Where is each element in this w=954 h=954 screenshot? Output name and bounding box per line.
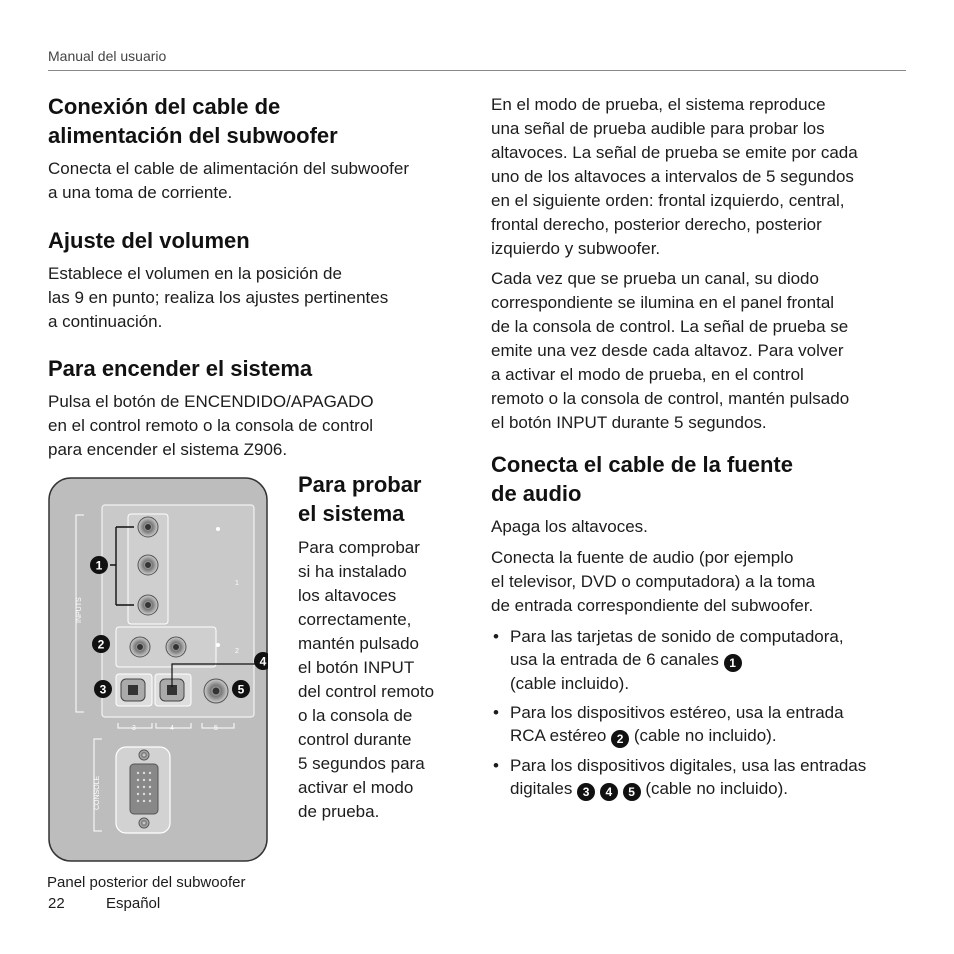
svg-text:1: 1 — [95, 558, 103, 573]
callout-3-inline: 3 — [577, 783, 595, 801]
callout-4-inline: 4 — [600, 783, 618, 801]
text-channel-test: Cada vez que se prueba un canal, su diodo correspondiente se ilumina en el panel frontal de la consola de control. La señal de prueba se emite una vez desde cada altavoz. Para volver a activar el modo de prueba, en el control remoto o la consola de control, mantén pulsado el botón INPUT durante 5 segundos. — [491, 269, 850, 432]
heading-audio-source: Conecta el cable de la fuente de audio — [491, 452, 793, 506]
text-turn-off-speakers: Apaga los altavoces. — [491, 517, 648, 536]
port-label-4: 4 — [170, 725, 174, 732]
console-port — [130, 764, 158, 814]
callout-1-inline: 1 — [724, 654, 742, 672]
running-header: Manual del usuario — [48, 48, 167, 64]
header-rule — [48, 70, 906, 71]
text-connect-source: Conecta la fuente de audio (por ejemplo el televisor, DVD o computadora) a la toma de entrada correspondiente del subwoofer. — [491, 548, 816, 615]
connection-bullet-list — [491, 625, 911, 807]
port-label-2: 2 — [235, 648, 239, 655]
inputs-label: INPUTS — [76, 597, 83, 623]
port-label-1: 1 — [235, 580, 239, 587]
text-volume: Establece el volumen en la posición de las 9 en punto; realiza los ajustes pertinentes a continuación. — [48, 264, 389, 331]
svg-text:2: 2 — [97, 637, 105, 652]
text-subwoofer-power: Conecta el cable de alimentación del subwoofer a una toma de corriente. — [48, 159, 410, 202]
heading-subwoofer-power: Conexión del cable de alimentación del subwoofer — [48, 94, 338, 148]
page-number: 22 — [48, 895, 65, 912]
heading-power-on: Para encender el sistema — [48, 356, 313, 381]
list-item: • Para las tarjetas de sonido de computadora, usa la entrada de 6 canales 1 (cable incluido). — [491, 625, 911, 695]
text-test-system: Para comprobar si ha instalado los altavoces correctamente, mantén pulsado el botón INPUT del control remoto o la consola de control durante 5 segundos para activar el modo de prueba. — [298, 538, 435, 821]
svg-text:5: 5 — [237, 682, 245, 697]
text-power-on: Pulsa el botón de ENCENDIDO/APAGADO en el control remoto o la consola de control para encender el sistema Z906. — [48, 392, 374, 459]
list-item: • Para los dispositivos estéreo, usa la entrada RCA estéreo 2 (cable no incluido). — [491, 701, 911, 748]
subwoofer-rear-panel-figure — [48, 477, 268, 862]
svg-text:3: 3 — [99, 682, 107, 697]
heading-test-system: Para probar el sistema — [298, 472, 422, 526]
svg-text:4: 4 — [259, 654, 267, 669]
console-label: CONSOLE — [94, 775, 101, 810]
callout-2-inline: 2 — [611, 730, 629, 748]
callout-5-inline: 5 — [623, 783, 641, 801]
list-item: • Para los dispositivos digitales, usa las entradas digitales 3 4 5 (cable no incluido). — [491, 754, 911, 801]
figure-caption: Panel posterior del subwoofer — [47, 874, 246, 891]
port-label-5: 5 — [214, 725, 218, 732]
port-label-3: 3 — [132, 725, 136, 732]
heading-volume: Ajuste del volumen — [48, 228, 250, 253]
text-test-mode: En el modo de prueba, el sistema reproduce una señal de prueba audible para probar los altavoces. La señal de prueba se emite por cada uno de los altavoces a intervalos de 5 segundos en el siguiente orden: frontal izquierdo, central, frontal derecho, posterior derecho, posterior izquierdo y subwoofer. — [491, 95, 858, 258]
footer-language: Español — [106, 895, 161, 912]
